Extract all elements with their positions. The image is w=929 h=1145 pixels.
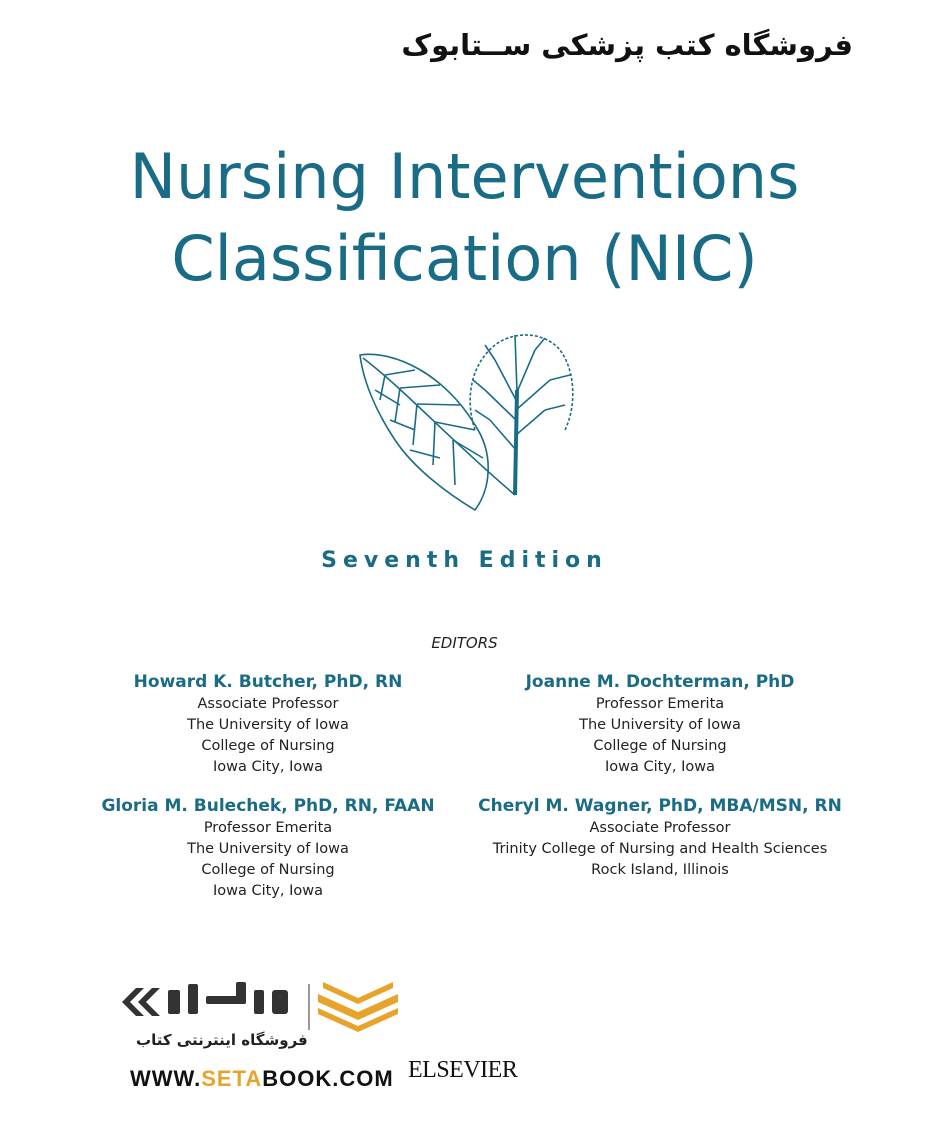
editor-name: Joanne M. Dochterman, PhD	[525, 672, 795, 692]
editor-block	[450, 672, 870, 778]
url-prefix: WWW.	[130, 1066, 202, 1091]
editor-title: Professor Emerita	[595, 696, 725, 712]
url-highlight: SETA	[201, 1066, 263, 1091]
setabook-subtitle: فروشگاه اینترنتی کتاب	[136, 1031, 308, 1049]
editor-college: College of Nursing	[201, 862, 335, 878]
book-title-line2: Classification (NIC)	[171, 222, 758, 295]
store-banner: فروشگاه کتب پزشکی ســتابوک	[401, 28, 853, 62]
leaf-tree-logo	[355, 330, 585, 515]
editor-affiliation: Trinity College of Nursing and Health Sciences	[492, 841, 828, 857]
editor-college: College of Nursing	[201, 738, 335, 754]
editor-name: Howard K. Butcher, PhD, RN	[133, 672, 403, 692]
url-suffix: BOOK.COM	[262, 1066, 394, 1091]
editor-title: Associate Professor	[589, 820, 731, 836]
editor-name: Cheryl M. Wagner, PhD, MBA/MSN, RN	[478, 796, 842, 816]
editors-heading: EDITORS	[431, 634, 498, 652]
publisher-name: ELSEVIER	[408, 1057, 518, 1083]
editor-block	[450, 796, 870, 881]
editor-location: Iowa City, Iowa	[604, 759, 716, 775]
editor-affiliation: The University of Iowa	[187, 717, 349, 733]
editor-title: Associate Professor	[197, 696, 339, 712]
editor-title: Professor Emerita	[203, 820, 333, 836]
editor-block	[58, 672, 478, 778]
edition-label: Seventh Edition	[321, 548, 608, 573]
editor-affiliation: The University of Iowa	[579, 717, 741, 733]
editor-block	[58, 796, 478, 902]
editor-location: Rock Island, Illinois	[591, 862, 729, 878]
editor-location: Iowa City, Iowa	[212, 883, 324, 899]
setabook-logo	[118, 978, 408, 1033]
editor-location: Iowa City, Iowa	[212, 759, 324, 775]
editor-name: Gloria M. Bulechek, PhD, RN, FAAN	[101, 796, 435, 816]
editor-college: College of Nursing	[593, 738, 727, 754]
book-title-line1: Nursing Interventions	[129, 140, 800, 213]
editor-affiliation: The University of Iowa	[187, 841, 349, 857]
setabook-url[interactable]	[130, 1066, 394, 1092]
setabook-logo-text: ستابوک	[188, 988, 192, 989]
